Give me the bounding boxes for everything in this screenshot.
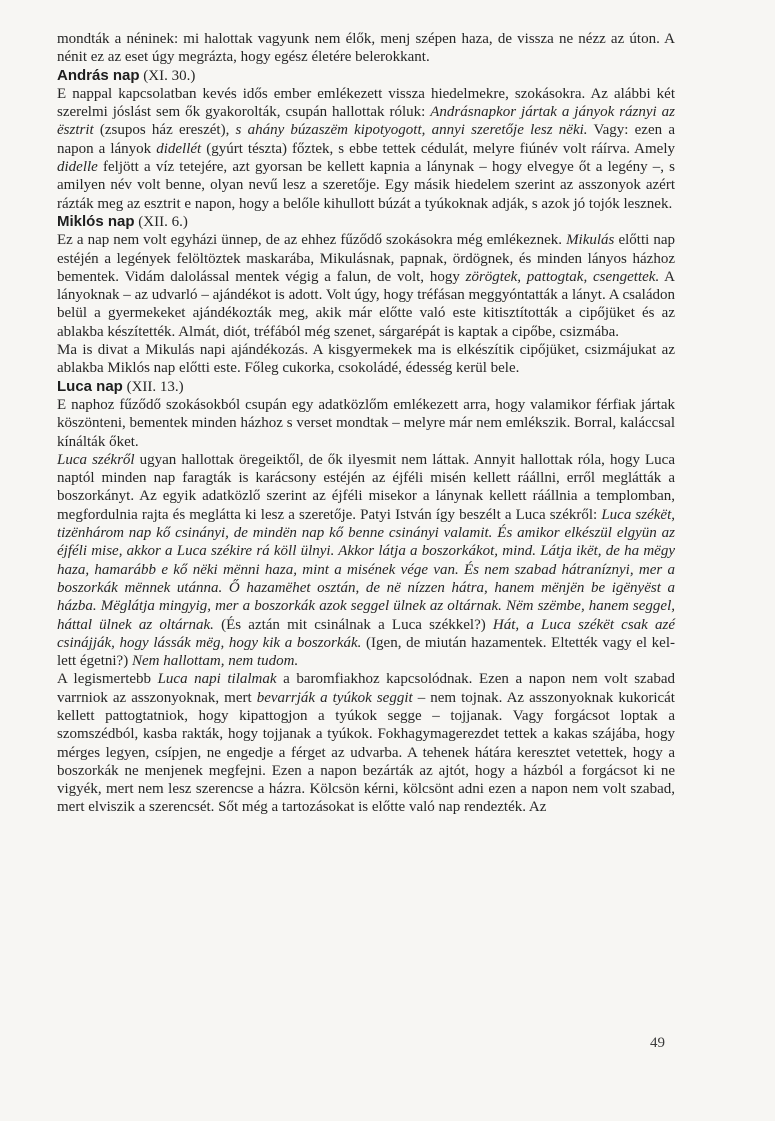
section-date: (XII. 13.): [126, 378, 184, 395]
section-date: (XI. 30.): [143, 67, 196, 84]
section-miklos-heading: [57, 213, 675, 231]
luca-paragraph: E naphoz fűződő szokásokból csupán egy adatközlőm emlékezett arra, hogy valamikor férfiak jártak köszönteni, bementek minden házhoz s verset mondtak – melyre már nem emlékszik. Borral, kaláccsal kínálták őket.: [57, 396, 675, 450]
section-luca-heading: [57, 378, 675, 396]
section-title: Luca nap: [57, 377, 123, 395]
opening-text: mondták a néninek: mi halottak vagyunk nem élők, menj szépen haza, de vissza ne nézz az úton. A nénit ez az eset úgy megrázta, hogy egész életére belerokkant.: [57, 31, 675, 66]
page-number: 49: [650, 1035, 665, 1051]
andras-paragraph: E nappal kapcsolatban kevés idős ember emlékezett vissza hiedelmekre, szokásokra. Az alábbi két szerelmi jóslást sem ők gyakorolták, csupán hallottak róluk: Andrásnapkor jártak a jányok ráznyi az ësztrit (zsupos ház ereszét), s ahány búzaszëm kipotyogott, annyi szeretője lesz nëki. Vagy: ezen a napon a lányok didellét (gyúrt tészta) főztek, s ebbe tettek cédulát, melyre fiúnév volt ráírva. Amely didelle feljött a víz tetejére, azt gyorsan be kellett kapnia a lánynak – hogy elvegye őt a legény –, s amilyen név volt benne, olyan nevű lesz a szeretője. Egy másik hiedelem szerint az asszonyok azért rázták meg az esztrit e napon, hogy a belőle kihullott búzát a tyúkoknak adják, s azok jó tojók lesznek.: [57, 85, 676, 212]
miklos-paragraph: Ez a nap nem volt egyházi ünnep, de az ehhez fűződő szokásokra még emlékeznek. Mikulás előtti nap estéjén a legények felöltöztek maskarába, Mikulásnak, papnak, ördögnek, és minden lányos házhoz bementek. Vidám dalolással mentek végig a falun, de volt, hogy zörögtek, pattogtak, csengettek. A lányoknak – az udvarló – ajándékot is adott. Volt úgy, hogy tréfásan meggyóntatták a lányt. A családon belül a gyermekeket ajándékozták meg, akik már előtte való este kitisztították a cipőjüket és az ablakba készítették. Almát, diót, tréfából még szenet, sárgarépát is kaptak a cipőbe, csizmába.: [57, 232, 675, 340]
section-title: András nap: [57, 66, 140, 84]
luca-paragraph-3: A legismertebb Luca napi tilalmak a baromfiakhoz kapcsolódnak. Ezen a napon nem volt szabad varrniok az asszonyoknak, mert bevarrják a tyúkok seggit – nem tojnak. Az asszonyoknak kukoricát kellett pattogtatniok, hogy kipattogjon a tyúkok segge – tojjanak. Vagy forgácsot loptak a szomszédból, kasba rakták, hogy tojjanak a tyúkok. Fokhagymagerezdet tettek a kakas szájába, hogy mérges legyen, csípjen, ne engedje a férget az udvarba. A tehenek hátára keresztet vetettek, hogy a boszorkák ne menjenek megfejni. Ezen a napon bezárták az ajtót, hogy a házból a forgácsot ki ne vigyék, mert nem lesz szerencse a házra. Kölcsön kérni, kölcsönt adni ezen a napon nem volt szabad, mert elviszik a szerencsét. Sőt még a tartozásokat is előtte való nap rendezték. Az: [57, 671, 676, 816]
section-title: Miklós nap: [57, 212, 135, 230]
miklos-paragraph-2: Ma is divat a Mikulás napi ajándékozás. A kisgyermekek ma is elkészítik cipőjüket, csizmájukat az ablakba Miklós nap előtti este. Főleg cukorka, csokoládé, édesség kerül bele.: [57, 342, 675, 377]
section-date: (XII. 6.): [138, 213, 188, 230]
luca-paragraph-2: Luca székről ugyan hallottak öregeiktől, de ők ilyesmit nem láttak. Annyit hallottak róla, hogy Luca naptól minden nap faragták is karácsony estéjén az éjféli misén kellett ráállni, erről meglátták a boszorkányt. Az egyik adatközlő szerint az éjféli misekor a lánynak kellett ráállnia a templomban, megfordulnia rajta és meglátta ki lesz a szeretője. Patyi István így beszélt a Luca székről: Luca székët, tizënhárom nap kő csinányi, de mindën nap kő benne csinányi valamit. És amikor elkészül elgyün az éjféli mise, akkor a Luca székire rá köll ülnyi. Akkor látja a boszorkákot, mind. Látja ikët, de ha mëgy haza, hamarább e kő nëki mënni haza, mint a misének vége van. És nem szabad hátraníznyi, mer a boszorkák mënnek utánna. Ő hazamëhet osztán, de në nízzen hátra, hanem mënjën be igënyëst a házba. Mëglátja mingyig, mer a boszorkák azok seggel ülnek az oltárnak. Nëm szëmbe, hanem seggel, háttal ülnek az oltárnak. (És aztán mit csinálnak a Luca székkel?) Hát, a Luca székët csak azé csinájják, hogy lássák mëg, hogy kik a boszorkák. (Igen, de miután hazamentek. Eltették vagy el kellett égetni?) Nem hallottam, nem tudom.: [57, 451, 675, 670]
section-andras-heading: [57, 67, 675, 85]
opening-paragraph: [57, 30, 675, 67]
